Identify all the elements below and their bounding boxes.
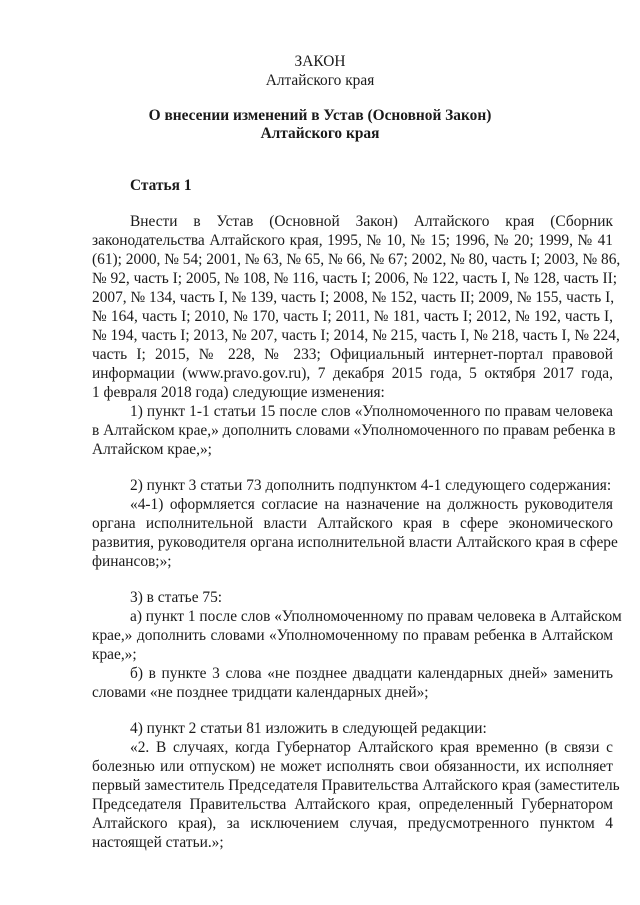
- item-3-line: словами «не позднее тридцати календарных дней»;: [92, 684, 429, 701]
- item-4-line: болезнью или отпуском) не может исполнять свои обязанности, их исполняет: [92, 758, 613, 775]
- body-line: № 164, часть I; 2010, № 170, часть I; 2011, № 181, часть I; 2012, № 192, часть I,: [92, 308, 613, 325]
- body-line: часть I; 2015, № 228, № 233; Официальный интернет-портал правовой: [92, 346, 613, 363]
- law-label: ЗАКОН: [294, 53, 346, 70]
- item-4-line: первый заместитель Председателя Правительства Алтайского края (заместитель: [92, 777, 620, 794]
- item-1-line: в Алтайском крае,» дополнить словами «Уполномоченного по правам ребенка в: [92, 422, 616, 439]
- item-3-line: а) пункт 1 после слов «Уполномоченному по правам человека в Алтайском: [130, 608, 622, 625]
- item-2-line: развития, руководителя органа исполнительной власти Алтайского края в сфере: [92, 534, 618, 551]
- item-4-line: настоящей статьи.»;: [92, 834, 224, 851]
- document-title-line-1: О внесении изменений в Устав (Основной Закон): [148, 107, 492, 124]
- item-3-line: 3) в статье 75:: [130, 589, 223, 606]
- item-4-line: 4) пункт 2 статьи 81 изложить в следующей редакции:: [130, 720, 487, 737]
- body-line: 1 февраля 2018 года) следующие изменения:: [92, 384, 385, 401]
- item-3-line: б) в пункте 3 слова «не позднее двадцати календарных дней» заменить: [130, 665, 613, 682]
- item-4-line: Алтайского края), за исключением случая, предусмотренного пунктом 4: [92, 815, 613, 832]
- item-3-line: крае,» дополнить словами «Уполномоченному по правам ребенка в Алтайском: [92, 627, 613, 644]
- region-label: Алтайского края: [265, 72, 375, 89]
- body-line: (61); 2000, № 54; 2001, № 63, № 65, № 66, № 67; 2002, № 80, часть I; 2003, № 86,: [92, 251, 621, 268]
- body-line: Внести в Устав (Основной Закон) Алтайского края (Сборник: [130, 213, 613, 230]
- article-heading: Статья 1: [130, 177, 192, 194]
- body-line: № 92, часть I; 2005, № 108, № 116, часть I; 2006, № 122, часть I, № 128, часть II;: [92, 270, 618, 287]
- item-4-line: Председателя Правительства Алтайского края, определенный Губернатором: [92, 796, 613, 813]
- body-line: № 194, часть I; 2013, № 207, часть I; 2014, № 215, часть I, № 218, часть I, № 224,: [92, 327, 620, 344]
- item-3-line: крае,»;: [92, 646, 137, 663]
- item-2-line: органа исполнительной власти Алтайского края в сфере экономического: [92, 515, 613, 532]
- body-line: 2007, № 134, часть I, № 139, часть I; 2008, № 152, часть II; 2009, № 155, часть I,: [92, 289, 615, 306]
- body-line: информации (www.pravo.gov.ru), 7 декабря 2015 года, 5 октября 2017 года,: [92, 365, 613, 382]
- item-1-line: 1) пункт 1-1 статьи 15 после слов «Уполномоченного по правам человека: [130, 403, 613, 420]
- item-1-line: Алтайском крае,»;: [92, 441, 212, 458]
- item-2-line: 2) пункт 3 статьи 73 дополнить подпунктом 4-1 следующего содержания:: [130, 477, 612, 494]
- item-2-line: финансов;»;: [92, 553, 172, 570]
- item-2-line: «4-1) оформляется согласие на назначение на должность руководителя: [130, 496, 613, 513]
- body-line: законодательства Алтайского края, 1995, № 10, № 15; 1996, № 20; 1999, № 41: [92, 232, 613, 249]
- item-4-line: «2. В случаях, когда Губернатор Алтайского края временно (в связи с: [130, 739, 613, 756]
- document-title-line-2: Алтайского края: [260, 125, 380, 142]
